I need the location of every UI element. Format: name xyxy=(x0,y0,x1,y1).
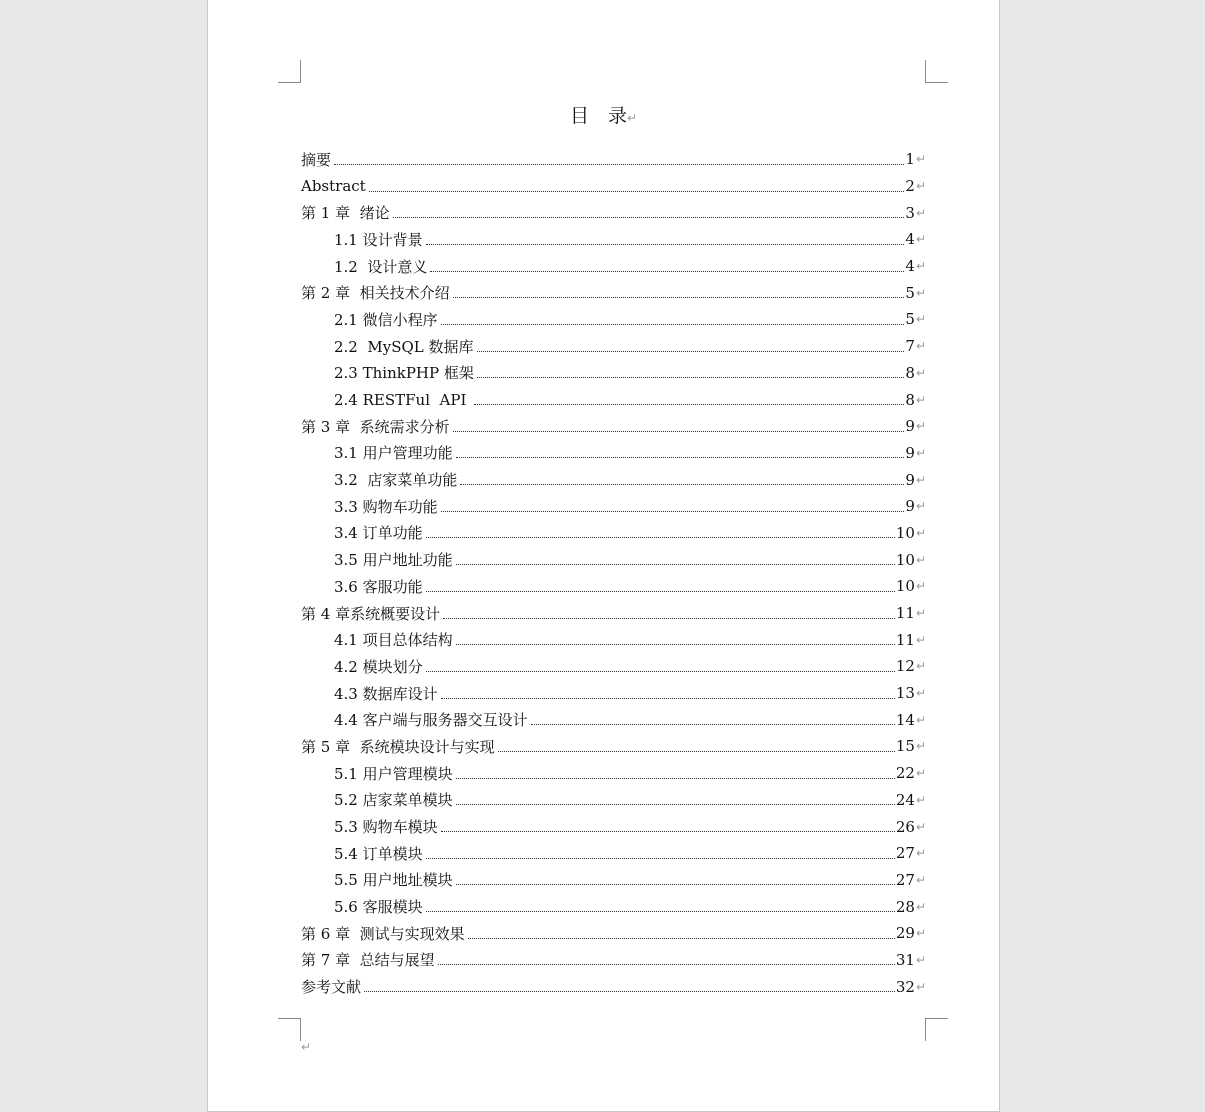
paragraph-mark-icon: ↵ xyxy=(915,712,926,727)
toc-entry[interactable] xyxy=(301,840,926,867)
toc-entry-page-number: 24 xyxy=(895,790,915,809)
toc-entry-label: 3.6 客服功能 xyxy=(334,577,423,596)
crop-mark-bottom-right xyxy=(925,1018,948,1041)
toc-entry-page-number: 29 xyxy=(895,924,915,943)
toc-dot-leader xyxy=(364,991,895,992)
paragraph-mark-icon: ↵ xyxy=(915,632,926,647)
paragraph-mark-icon: ↵ xyxy=(915,819,926,834)
paragraph-mark-icon: ↵ xyxy=(915,792,926,807)
paragraph-mark-icon: ↵ xyxy=(915,285,926,300)
toc-entry[interactable] xyxy=(301,466,926,493)
toc-entry[interactable] xyxy=(301,573,926,600)
toc-entry-label: 5.1 用户管理模块 xyxy=(334,764,453,783)
toc-dot-leader xyxy=(456,564,895,565)
toc-entry-page-number: 8 xyxy=(905,363,915,382)
toc-dot-leader xyxy=(426,911,895,912)
paragraph-mark-icon: ↵ xyxy=(915,846,926,861)
toc-entry-label: 4.3 数据库设计 xyxy=(334,684,438,703)
toc-entry-page-number: 10 xyxy=(895,550,915,569)
toc-entry[interactable] xyxy=(301,920,926,947)
toc-dot-leader xyxy=(453,297,905,298)
toc-heading[interactable] xyxy=(208,101,999,128)
toc-entry-label: 2.2 MySQL 数据库 xyxy=(334,337,474,356)
paragraph-mark-icon: ↵ xyxy=(915,926,926,941)
paragraph-mark-icon: ↵ xyxy=(915,205,926,220)
toc-entry-label: 参考文献 xyxy=(301,978,362,997)
toc-entry[interactable] xyxy=(301,493,926,520)
toc-entry-page-number: 22 xyxy=(895,764,915,783)
paragraph-mark-icon: ↵ xyxy=(915,232,926,247)
toc-dot-leader xyxy=(456,884,895,885)
toc-dot-leader xyxy=(477,377,905,378)
paragraph-mark-icon: ↵ xyxy=(915,899,926,914)
toc-entry-label: 4.1 项目总体结构 xyxy=(334,631,453,650)
toc-entry[interactable] xyxy=(301,626,926,653)
paragraph-mark-icon: ↵ xyxy=(915,179,926,194)
toc-entry-page-number: 28 xyxy=(895,897,915,916)
toc-dot-leader xyxy=(441,698,895,699)
paragraph-mark-icon: ↵ xyxy=(915,152,926,167)
paragraph-mark-icon: ↵ xyxy=(915,552,926,567)
toc-entry-page-number: 10 xyxy=(895,577,915,596)
toc-dot-leader xyxy=(426,537,895,538)
paragraph-mark-icon: ↵ xyxy=(915,659,926,674)
toc-entry-label: 2.1 微信小程序 xyxy=(334,310,438,329)
toc-entry-label: 5.2 店家菜单模块 xyxy=(334,791,453,810)
toc-entry[interactable] xyxy=(301,893,926,920)
toc-entry-page-number: 1 xyxy=(905,150,915,169)
toc-entry-label: 3.3 购物车功能 xyxy=(334,497,438,516)
toc-dot-leader xyxy=(456,804,895,805)
paragraph-mark-icon: ↵ xyxy=(915,499,926,514)
toc-dot-leader xyxy=(441,511,905,512)
toc-entry[interactable] xyxy=(301,947,926,974)
paragraph-mark-icon: ↵ xyxy=(301,1040,312,1054)
toc-entry-label: 4.2 模块划分 xyxy=(334,657,423,676)
paragraph-mark-icon: ↵ xyxy=(915,606,926,621)
toc-dot-leader xyxy=(456,457,905,458)
toc-entry[interactable] xyxy=(301,787,926,814)
paragraph-mark-icon: ↵ xyxy=(915,472,926,487)
paragraph-mark-icon: ↵ xyxy=(915,339,926,354)
toc-dot-leader xyxy=(369,191,905,192)
toc-entry-label: 第 7 章 总结与展望 xyxy=(301,951,435,970)
paragraph-mark-icon: ↵ xyxy=(915,766,926,781)
toc-dot-leader xyxy=(426,858,895,859)
toc-entry-label: 第 4 章系统概要设计 xyxy=(301,604,441,623)
toc-entry[interactable] xyxy=(301,600,926,627)
toc-dot-leader xyxy=(441,831,895,832)
paragraph-mark-icon: ↵ xyxy=(626,111,638,125)
toc-entry-label: 1.2 设计意义 xyxy=(334,257,428,276)
document-page[interactable] xyxy=(207,0,1000,1112)
toc-dot-leader xyxy=(426,244,905,245)
toc-entry-label: 5.4 订单模块 xyxy=(334,844,423,863)
toc-entry-page-number: 12 xyxy=(895,657,915,676)
toc-dot-leader xyxy=(334,164,904,165)
toc-entry[interactable] xyxy=(301,546,926,573)
toc-entry-page-number: 9 xyxy=(905,497,915,516)
toc-entry-page-number: 4 xyxy=(905,230,915,249)
toc-dot-leader xyxy=(460,484,904,485)
toc-entry-page-number: 14 xyxy=(895,710,915,729)
toc-entry-label: Abstract xyxy=(301,177,366,196)
toc-entry[interactable] xyxy=(301,760,926,787)
toc-entry-page-number: 13 xyxy=(895,684,915,703)
toc-entry-page-number: 31 xyxy=(895,950,915,969)
toc-entry-label: 5.5 用户地址模块 xyxy=(334,871,453,890)
toc-entry-label: 5.6 客服模块 xyxy=(334,898,423,917)
toc-entry[interactable] xyxy=(301,199,926,226)
toc-entry-page-number: 26 xyxy=(895,817,915,836)
toc-dot-leader xyxy=(393,217,905,218)
toc-entry[interactable] xyxy=(301,173,926,200)
toc-entry-page-number: 11 xyxy=(895,630,915,649)
toc-entry[interactable] xyxy=(301,306,926,333)
crop-mark-top-left xyxy=(278,60,301,83)
toc-entry-label: 第 6 章 测试与实现效果 xyxy=(301,924,465,943)
toc-dot-leader xyxy=(498,751,895,752)
paragraph-mark-icon: ↵ xyxy=(915,312,926,327)
toc-entry-page-number: 9 xyxy=(905,470,915,489)
toc-entry-page-number: 3 xyxy=(905,203,915,222)
toc-entry[interactable] xyxy=(301,333,926,360)
toc-entry[interactable] xyxy=(301,520,926,547)
toc-entry-page-number: 5 xyxy=(905,283,915,302)
toc-title-text: 目 录 xyxy=(569,105,627,127)
table-of-contents xyxy=(301,146,926,1000)
toc-entry-page-number: 32 xyxy=(895,977,915,996)
toc-dot-leader xyxy=(438,964,895,965)
toc-dot-leader xyxy=(453,431,905,432)
paragraph-mark-icon: ↵ xyxy=(915,365,926,380)
toc-entry[interactable] xyxy=(301,867,926,894)
paragraph-mark-icon: ↵ xyxy=(915,525,926,540)
toc-dot-leader xyxy=(456,778,895,779)
toc-entry-label: 4.4 客户端与服务器交互设计 xyxy=(334,711,528,730)
toc-entry[interactable] xyxy=(301,413,926,440)
toc-dot-leader xyxy=(441,324,905,325)
toc-entry-page-number: 8 xyxy=(905,390,915,409)
paragraph-mark-icon: ↵ xyxy=(915,392,926,407)
paragraph-mark-icon: ↵ xyxy=(915,872,926,887)
toc-dot-leader xyxy=(531,724,895,725)
toc-entry[interactable] xyxy=(301,146,926,173)
paragraph-mark-icon: ↵ xyxy=(915,952,926,967)
toc-entry-label: 1.1 设计背景 xyxy=(334,230,423,249)
toc-entry-page-number: 15 xyxy=(895,737,915,756)
paragraph-mark-icon: ↵ xyxy=(915,739,926,754)
toc-dot-leader xyxy=(426,591,895,592)
toc-entry-label: 2.4 RESTFul API xyxy=(334,390,472,409)
toc-entry-page-number: 9 xyxy=(905,417,915,436)
toc-dot-leader xyxy=(430,271,904,272)
toc-entry-label: 3.1 用户管理功能 xyxy=(334,444,453,463)
toc-dot-leader xyxy=(426,671,895,672)
toc-entry[interactable] xyxy=(301,680,926,707)
toc-entry[interactable] xyxy=(301,973,926,1000)
toc-dot-leader xyxy=(456,644,895,645)
toc-entry-page-number: 11 xyxy=(895,604,915,623)
toc-entry[interactable] xyxy=(301,253,926,280)
toc-entry[interactable] xyxy=(301,813,926,840)
toc-entry-label: 2.3 ThinkPHP 框架 xyxy=(334,364,474,383)
paragraph-mark-icon: ↵ xyxy=(915,979,926,994)
toc-entry-label: 摘要 xyxy=(301,150,332,169)
toc-dot-leader xyxy=(474,404,904,405)
toc-entry-label: 第 3 章 系统需求分析 xyxy=(301,417,450,436)
toc-entry-page-number: 27 xyxy=(895,844,915,863)
toc-entry-label: 3.4 订单功能 xyxy=(334,524,423,543)
crop-mark-bottom-left xyxy=(278,1018,301,1041)
toc-entry[interactable] xyxy=(301,386,926,413)
toc-dot-leader xyxy=(477,351,905,352)
toc-entry-page-number: 5 xyxy=(905,310,915,329)
toc-entry-page-number: 27 xyxy=(895,870,915,889)
toc-entry-label: 3.5 用户地址功能 xyxy=(334,551,453,570)
toc-entry-page-number: 10 xyxy=(895,523,915,542)
paragraph-mark-icon: ↵ xyxy=(915,259,926,274)
toc-entry[interactable] xyxy=(301,279,926,306)
crop-mark-top-right xyxy=(925,60,948,83)
toc-dot-leader xyxy=(468,938,895,939)
toc-entry-label: 5.3 购物车模块 xyxy=(334,818,438,837)
toc-entry[interactable] xyxy=(301,360,926,387)
paragraph-mark-icon: ↵ xyxy=(915,686,926,701)
toc-entry-page-number: 9 xyxy=(905,443,915,462)
toc-entry-label: 3.2 店家菜单功能 xyxy=(334,471,458,490)
toc-entry-page-number: 2 xyxy=(905,177,915,196)
paragraph-mark-icon: ↵ xyxy=(915,419,926,434)
toc-entry-label: 第 5 章 系统模块设计与实现 xyxy=(301,737,495,756)
toc-entry-label: 第 2 章 相关技术介绍 xyxy=(301,284,450,303)
toc-entry[interactable] xyxy=(301,706,926,733)
toc-entry-page-number: 4 xyxy=(905,257,915,276)
toc-entry[interactable] xyxy=(301,653,926,680)
paragraph-mark-icon: ↵ xyxy=(915,579,926,594)
toc-entry-label: 第 1 章 绪论 xyxy=(301,204,390,223)
toc-dot-leader xyxy=(443,618,895,619)
toc-entry[interactable] xyxy=(301,440,926,467)
paragraph-mark-icon: ↵ xyxy=(915,445,926,460)
toc-entry[interactable] xyxy=(301,733,926,760)
toc-entry[interactable] xyxy=(301,226,926,253)
toc-entry-page-number: 7 xyxy=(905,337,915,356)
